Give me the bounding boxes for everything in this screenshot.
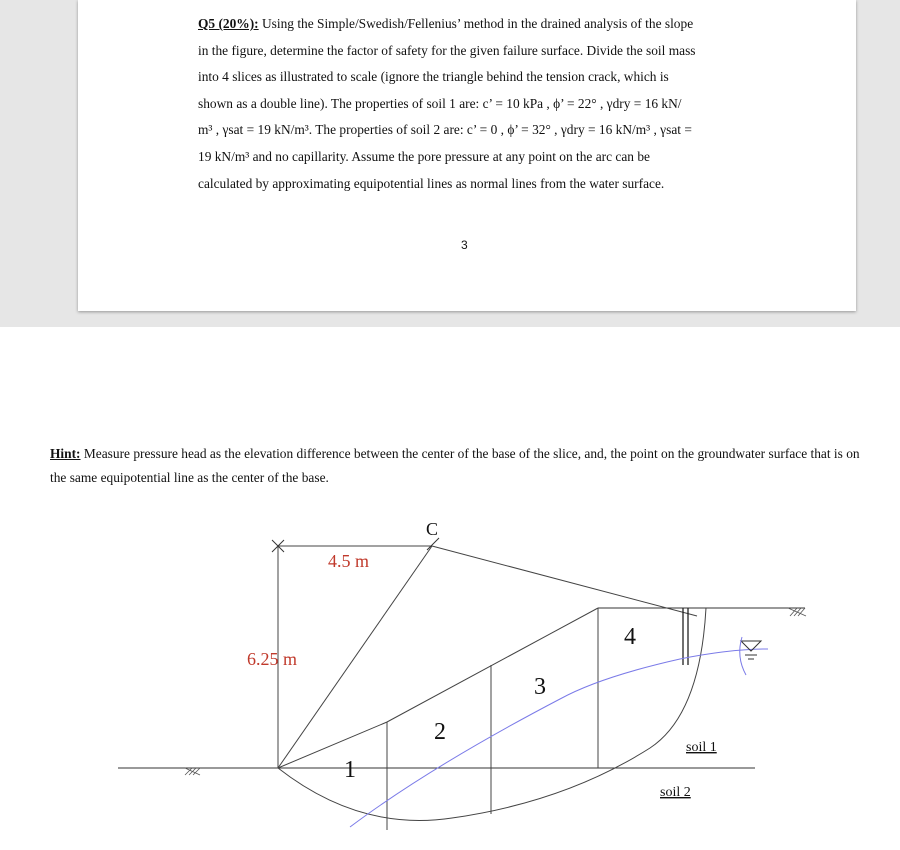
slice-label-1: 1 <box>344 757 356 783</box>
question-line-7: calculated by approximating equipotential lines as normal lines from the water surface. <box>198 175 665 191</box>
question-line-1: Q5 (20%): Using the Simple/Swedish/Fellenius’ method in the drained analysis of the slope <box>198 16 694 31</box>
slope-face-upper <box>387 608 598 722</box>
page-number: 3 <box>461 238 468 252</box>
soil2-label: soil 2 <box>660 785 691 800</box>
radius-to-toe <box>278 546 432 768</box>
document-page-top <box>78 0 856 311</box>
question-text <box>198 11 738 197</box>
slice-label-3: 3 <box>534 674 546 700</box>
center-label: C <box>426 519 439 539</box>
slice-label-4: 4 <box>624 624 636 650</box>
slope-figure <box>0 327 900 850</box>
question-label: Q5 (20%): <box>198 16 259 31</box>
question-line-6: 19 kN/m³ and no capillarity. Assume the pore pressure at any point on the arc can be <box>198 148 650 164</box>
dimension-label-horizontal: 4.5 m <box>328 551 370 571</box>
question-line-5: m³ , γsat = 19 kN/m³. The properties of soil 2 are: c’ = 0 , ϕ’ = 32° , γdry = 16 kN/m³ , γsat = <box>198 122 692 138</box>
question-line-4: shown as a double line). The properties of soil 1 are: c’ = 10 kPa , ϕ’ = 22° , γdry = 16 kN/ <box>198 95 682 111</box>
center-tick <box>427 538 439 550</box>
ground-hatch-right <box>788 608 806 616</box>
dimension-label-vertical: 6.25 m <box>247 649 298 669</box>
question-line-2: in the figure, determine the factor of safety for the given failure surface. Divide the soil mass <box>198 42 696 58</box>
hint-text: Measure pressure head as the elevation difference between the center of the base of the slice, and, the point on the groundwater surface that is on the same equipotential line as the center of the base. <box>50 446 860 485</box>
slice-label-2: 2 <box>434 719 446 745</box>
document-page-bottom <box>0 327 900 850</box>
failure-arc <box>278 608 706 821</box>
question-line-3: into 4 slices as illustrated to scale (ignore the triangle behind the tension crack, which is <box>198 69 669 85</box>
hint-label: Hint: <box>50 446 81 461</box>
radius-to-crest <box>432 546 697 616</box>
groundwater-line <box>350 649 768 827</box>
soil1-label: soil 1 <box>686 740 717 755</box>
ground-hatch-left <box>185 768 200 775</box>
